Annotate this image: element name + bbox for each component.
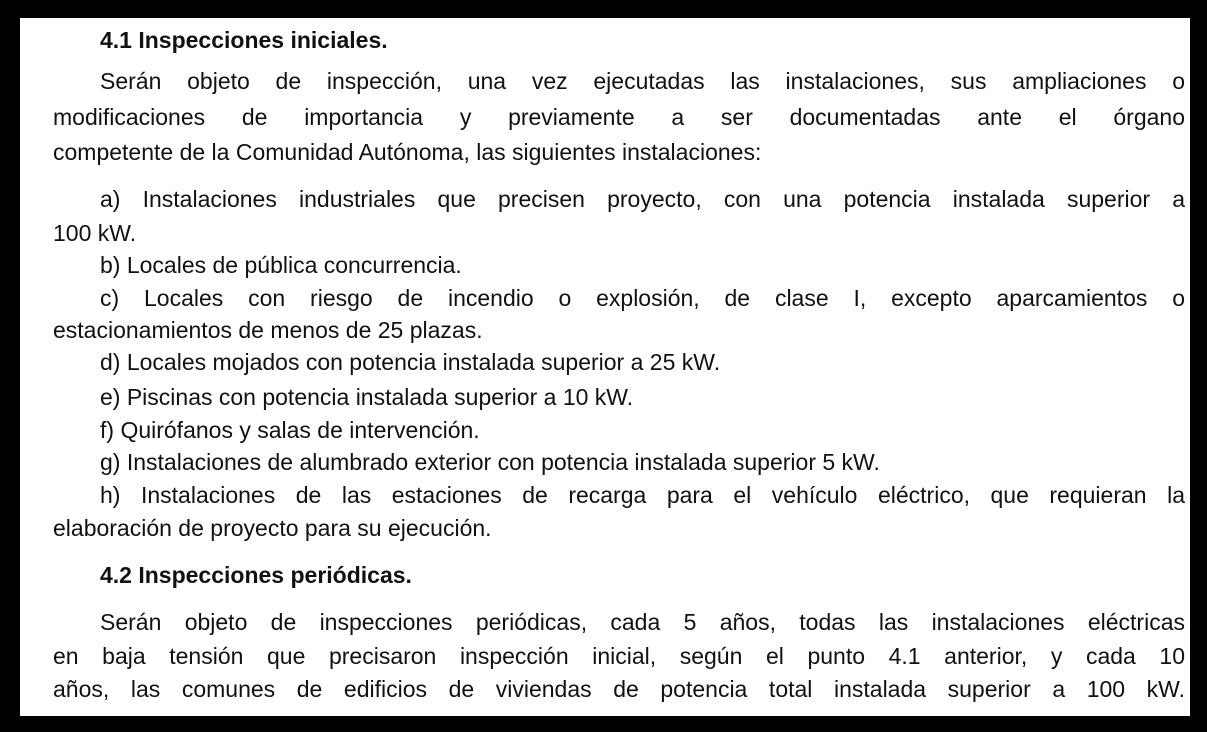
body-line: años, las comunes de edificios de viviendas de potencia total instalada superior a 100 kW. (53, 676, 1185, 702)
body-line: Serán objeto de inspecciones periódicas, cada 5 años, todas las instalaciones eléctricas (100, 609, 1185, 635)
list-item-a: a) Instalaciones industriales que precisen proyecto, con una potencia instalada superior a (100, 186, 1185, 212)
intro-line: competente de la Comunidad Autónoma, las siguientes instalaciones: (53, 139, 762, 165)
document-page (20, 18, 1190, 716)
section-heading-4-2: 4.2 Inspecciones periódicas. (100, 562, 412, 588)
list-item-g: g) Instalaciones de alumbrado exterior con potencia instalada superior 5 kW. (100, 449, 880, 475)
list-item-c: c) Locales con riesgo de incendio o explosión, de clase I, excepto aparcamientos o (100, 285, 1185, 311)
list-item-b: b) Locales de pública concurrencia. (100, 252, 462, 278)
list-item-d: d) Locales mojados con potencia instalada superior a 25 kW. (100, 349, 721, 375)
body-line: en baja tensión que precisaron inspección inicial, según el punto 4.1 anterior, y cada 10 (53, 643, 1185, 669)
list-item-e: e) Piscinas con potencia instalada superior a 10 kW. (100, 384, 634, 410)
section-heading-4-1: 4.1 Inspecciones iniciales. (100, 27, 388, 53)
list-item-f: f) Quirófanos y salas de intervención. (100, 417, 480, 443)
intro-line: modificaciones de importancia y previamente a ser documentadas ante el órgano (53, 104, 1185, 130)
list-item-h-cont: elaboración de proyecto para su ejecución. (53, 515, 492, 541)
intro-line: Serán objeto de inspección, una vez ejecutadas las instalaciones, sus ampliaciones o (100, 68, 1185, 94)
list-item-c-cont: estacionamientos de menos de 25 plazas. (53, 317, 483, 343)
list-item-h: h) Instalaciones de las estaciones de recarga para el vehículo eléctrico, que requieran la (100, 482, 1185, 508)
list-item-a-cont: 100 kW. (53, 220, 137, 246)
